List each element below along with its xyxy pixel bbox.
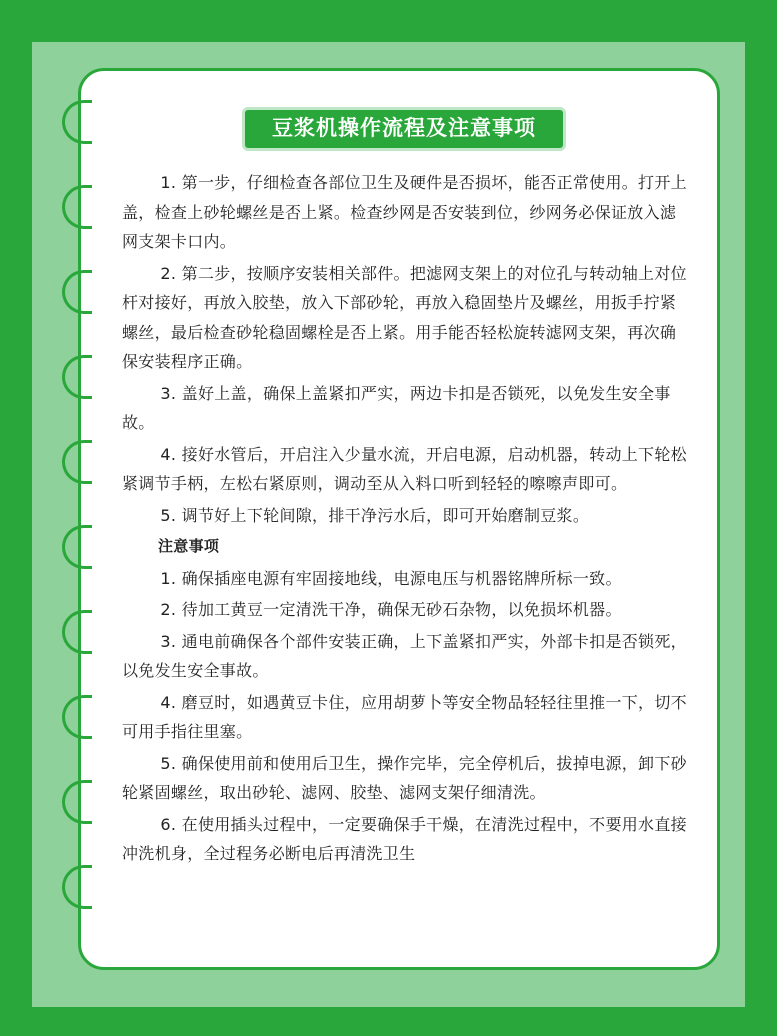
note-item: 2. 待加工黄豆一定清洗干净，确保无砂石杂物，以免损坏机器。 (160, 600, 622, 619)
content-body (122, 168, 688, 871)
step-item: 4. 接好水管后，开启注入少量水流，开启电源，启动机器，转动上下轮松紧调节手柄，左松右紧原则，调动至从入料口听到轻轻的嚓嚓声即可。 (122, 444, 687, 493)
note-item: 4. 磨豆时，如遇黄豆卡住，应用胡萝卜等安全物品轻轻往里推一下，切不可用手指往里塞。 (122, 692, 687, 741)
step-item: 1. 第一步，仔细检查各部位卫生及硬件是否损坏，能否正常使用。打开上盖，检查上砂轮螺丝是否上紧。检查纱网是否安装到位，纱网务必保证放入滤网支架卡口内。 (122, 173, 687, 251)
step-item: 5. 调节好上下轮间隙，排干净污水后，即可开始磨制豆浆。 (160, 505, 590, 525)
notes-heading: 注意事项 (158, 537, 220, 555)
note-item: 3. 通电前确保各个部件安装正确，上下盖紧扣严实，外部卡扣是否锁死，以免发生安全事故。 (122, 631, 687, 680)
page-title: 豆浆机操作流程及注意事项 (242, 107, 566, 151)
step-item: 2. 第二步，按顺序安装相关部件。把滤网支架上的对位孔与转动轴上对位杆对接好，再放入胶垫，放入下部砂轮，再放入稳固垫片及螺丝，用扳手拧紧螺丝，最后检查砂轮稳固螺栓是否上紧。用手能否轻松旋转滤网支架，再次确保安装程序正确。 (122, 263, 687, 371)
note-item: 6. 在使用插头过程中，一定要确保手干燥，在清洗过程中，不要用水直接冲洗机身，全过程务必断电后再清洗卫生 (122, 814, 687, 863)
note-item: 1. 确保插座电源有牢固接地线，电源电压与机器铭牌所标一致。 (160, 568, 622, 588)
note-item: 5. 确保使用前和使用后卫生，操作完毕，完全停机后，拔掉电源，卸下砂轮紧固螺丝，取出砂轮、滤网、胶垫、滤网支架仔细清洗。 (122, 753, 687, 802)
step-item: 3. 盖好上盖，确保上盖紧扣严实，两边卡扣是否锁死，以免发生安全事故。 (122, 383, 671, 432)
